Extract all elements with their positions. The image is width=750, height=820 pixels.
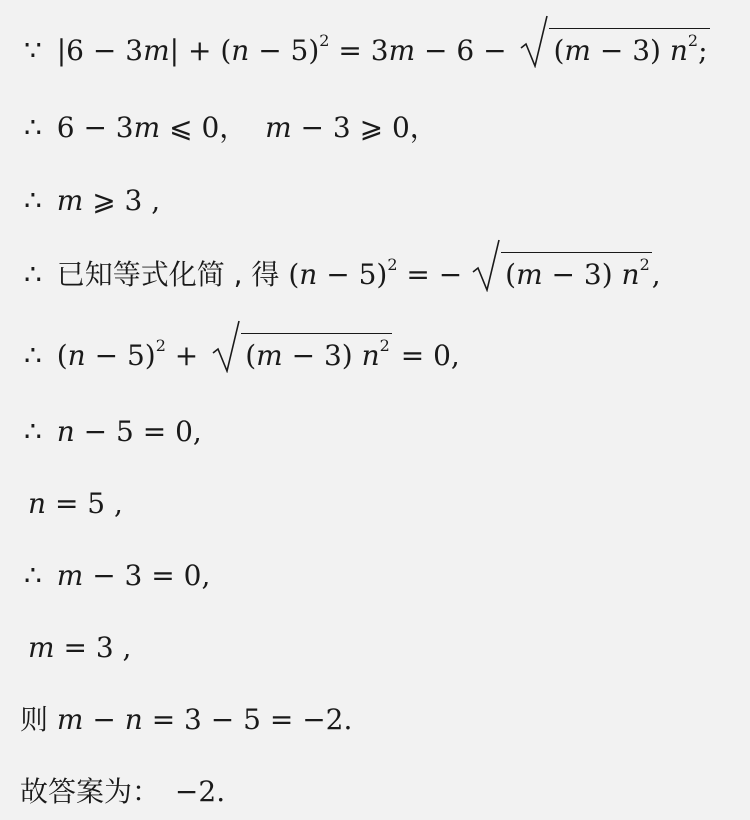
radicand	[241, 333, 392, 376]
expr-text: − 5)	[85, 339, 156, 372]
math-line-4	[24, 252, 661, 295]
expr-text: = 3 ,	[54, 631, 132, 664]
math-line-5	[24, 333, 460, 376]
var-n: n	[361, 339, 380, 372]
expr-text: | + (	[169, 34, 232, 67]
radical-sign-icon	[211, 319, 241, 373]
expr-text: ⩽ 0，	[160, 111, 266, 144]
radicand	[549, 28, 709, 71]
expr-text: − 3)	[282, 339, 362, 372]
answer-value: −2.	[174, 775, 226, 808]
math-line-3	[24, 181, 160, 221]
var-m: m	[28, 631, 55, 664]
var-n: n	[124, 703, 143, 736]
var-n: n	[669, 34, 688, 67]
expr-text: = 3 − 5 = −2.	[142, 703, 353, 736]
radical-sign-icon	[471, 238, 501, 292]
expr-text: − 3)	[590, 34, 670, 67]
var-m: m	[388, 34, 416, 67]
math-line-2	[24, 108, 438, 148]
var-n: n	[621, 258, 640, 291]
therefore-symbol: ∴	[24, 339, 42, 372]
expr-text: (	[56, 339, 68, 372]
math-line-7	[28, 484, 123, 524]
therefore-symbol: ∴	[24, 258, 42, 291]
var-m: m	[56, 184, 84, 217]
expr-text: (	[505, 258, 517, 291]
exponent: 2	[379, 336, 390, 355]
therefore-symbol: ∴	[24, 415, 42, 448]
answer-line	[20, 772, 225, 812]
exponent: 2	[639, 255, 650, 274]
square-root	[519, 28, 709, 71]
var-m: m	[256, 339, 283, 372]
expr-text: = −	[397, 258, 463, 291]
radicand	[501, 252, 652, 295]
square-root	[471, 252, 652, 295]
var-m: m	[56, 703, 84, 736]
expr-text: = 3	[329, 34, 389, 67]
therefore-symbol: ∴	[24, 184, 42, 217]
var-m: m	[133, 111, 161, 144]
math-line-10	[20, 700, 352, 740]
var-m: m	[143, 34, 170, 67]
expr-text: − 3 = 0,	[83, 559, 211, 592]
therefore-symbol: ∴	[24, 559, 42, 592]
square-root	[211, 333, 392, 376]
expr-text: +	[165, 339, 199, 372]
var-n: n	[67, 339, 86, 372]
exponent: 2	[687, 31, 699, 50]
expr-text: (	[553, 34, 565, 67]
var-m: m	[265, 111, 292, 144]
math-line-8	[24, 556, 210, 596]
expr-text: − 6 −	[415, 34, 507, 67]
expr-text: − 5)	[249, 34, 320, 67]
var-n: n	[231, 34, 250, 67]
expr-text: (	[279, 258, 300, 291]
therefore-symbol: ∴	[24, 111, 42, 144]
expr-text: |6 − 3	[56, 34, 144, 67]
expr-text: − 3 ⩾ 0，	[291, 111, 438, 144]
math-line-9	[28, 628, 131, 668]
answer-label: 故答案为：	[20, 775, 161, 808]
math-line-1	[24, 28, 710, 71]
expr-text: − 5)	[317, 258, 388, 291]
explanation-text: 则	[20, 703, 49, 736]
var-n: n	[28, 487, 47, 520]
punctuation: ,	[651, 258, 661, 291]
exponent: 2	[387, 255, 398, 274]
expr-text: = 5 ,	[46, 487, 123, 520]
expr-text: ⩾ 3 ,	[83, 184, 161, 217]
math-line-6	[24, 412, 202, 452]
expr-text: (	[245, 339, 257, 372]
explanation-text: 已知等式化简 , 得	[56, 258, 280, 291]
radical-sign-icon	[519, 14, 549, 68]
var-m: m	[564, 34, 591, 67]
expr-text: − 5 = 0,	[74, 415, 202, 448]
exponent: 2	[155, 336, 166, 355]
expr-text: − 3)	[542, 258, 622, 291]
expr-text: = 0,	[391, 339, 460, 372]
var-n: n	[56, 415, 75, 448]
because-symbol: ∵	[24, 34, 42, 67]
var-n: n	[299, 258, 318, 291]
punctuation: ;	[698, 34, 708, 67]
expr-text: 6 − 3	[56, 111, 134, 144]
expr-text: −	[83, 703, 125, 736]
var-m: m	[516, 258, 543, 291]
exponent: 2	[319, 31, 330, 50]
var-m: m	[56, 559, 84, 592]
